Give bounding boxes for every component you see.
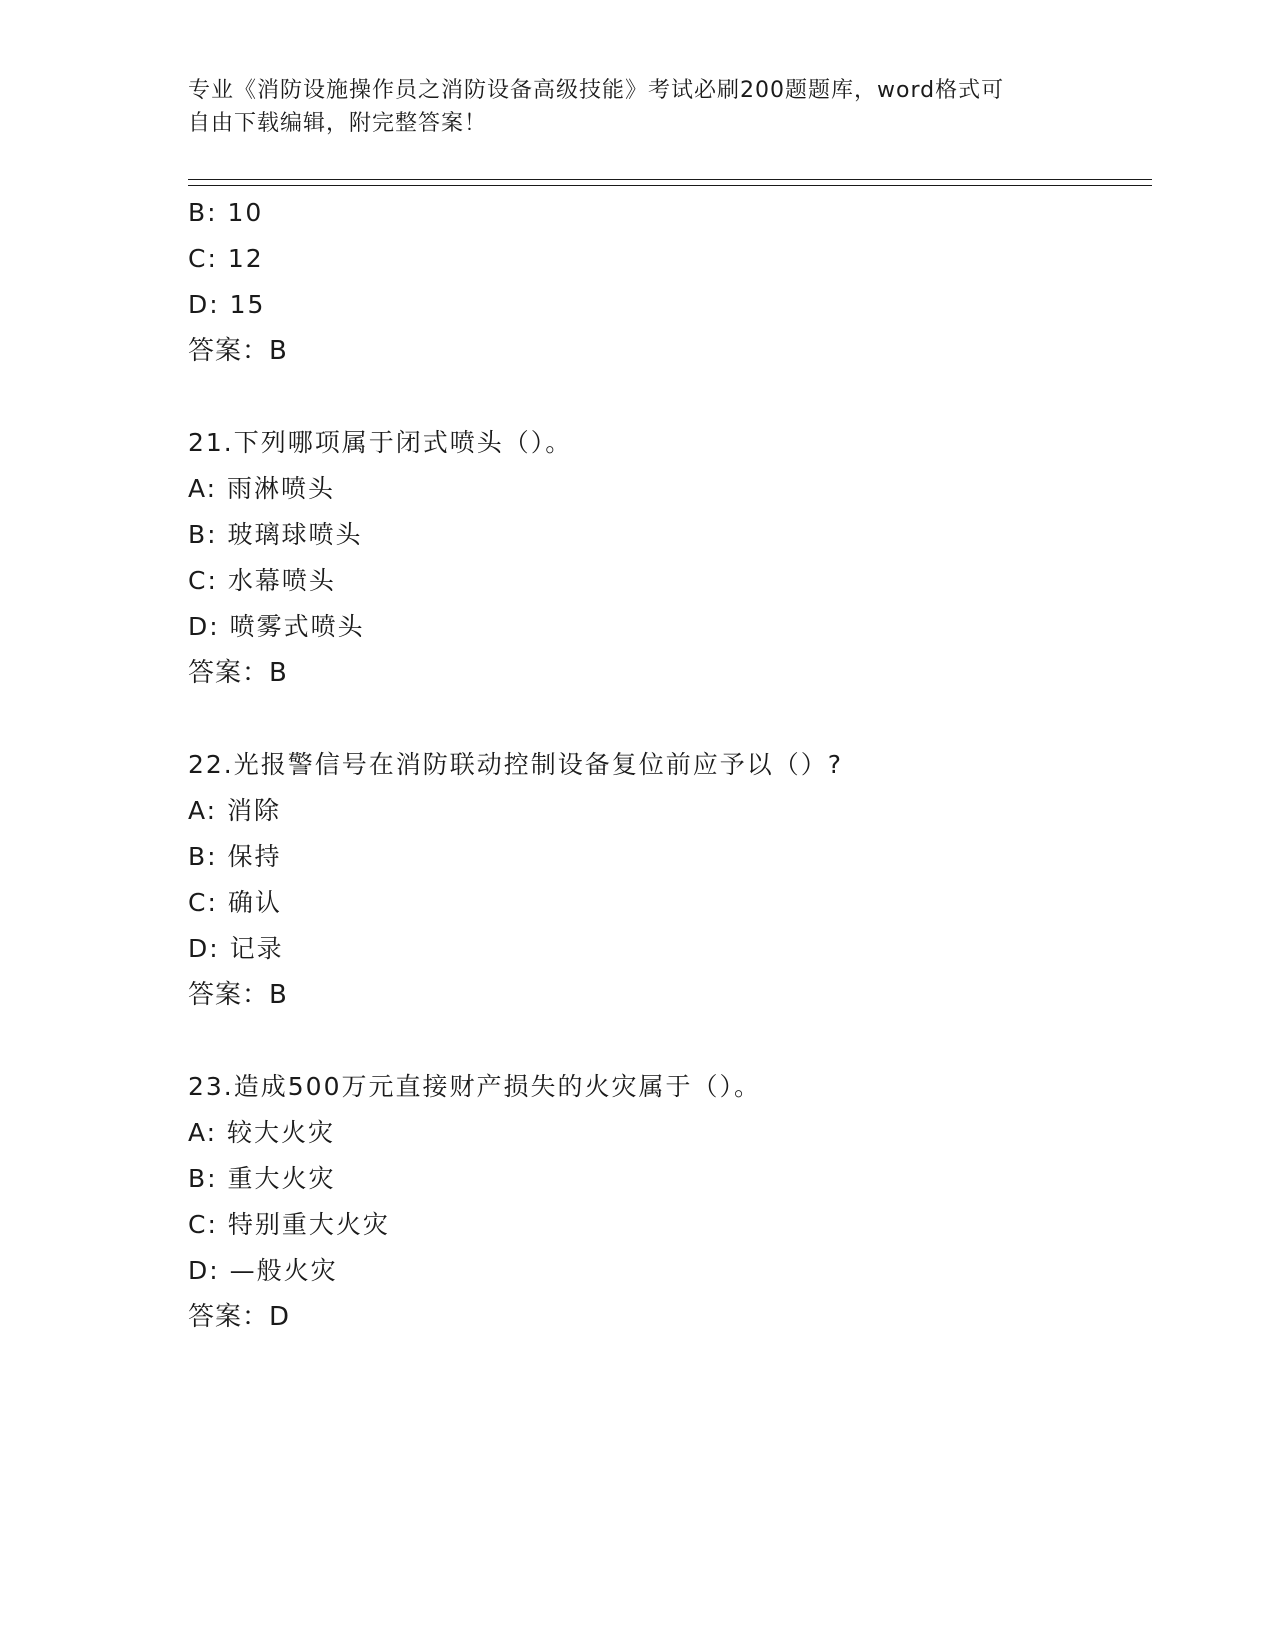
header-title-line-1: 专业《消防设施操作员之消防设备高级技能》考试必刷200题题库，word格式可 — [188, 78, 1005, 103]
option-c: C: 确认 — [188, 888, 282, 917]
option-a: A: 消除 — [188, 796, 282, 825]
document-header — [188, 74, 1088, 140]
answer-line: 答案：B — [188, 336, 288, 366]
option-b: B: 重大火灾 — [188, 1164, 336, 1193]
option-c: C: 水幕喷头 — [188, 566, 336, 595]
option-b: B: 10 — [188, 198, 264, 227]
answer-line: 答案：B — [188, 980, 288, 1010]
question-23 — [188, 1064, 1148, 1340]
option-d: D: 15 — [188, 290, 266, 319]
option-b: B: 保持 — [188, 842, 282, 871]
question-22 — [188, 742, 1148, 1018]
question-stem: 21.下列哪项属于闭式喷头（）。 — [188, 428, 573, 457]
option-d: D: —般火灾 — [188, 1256, 338, 1285]
option-d: D: 喷雾式喷头 — [188, 612, 365, 641]
question-stem: 22.光报警信号在消防联动控制设备复位前应予以（）? — [188, 750, 844, 779]
question-stem: 23.造成500万元直接财产损失的火灾属于（）。 — [188, 1072, 761, 1101]
document-body — [188, 190, 1148, 1340]
spacer — [188, 1018, 1148, 1064]
option-a: A: 雨淋喷头 — [188, 474, 336, 503]
option-c: C: 特别重大火灾 — [188, 1210, 390, 1239]
previous-question-continuation — [188, 190, 1148, 374]
header-title-line-2: 自由下载编辑，附完整答案！ — [188, 111, 488, 136]
header-divider — [188, 179, 1152, 186]
answer-line: 答案：D — [188, 1302, 291, 1332]
option-b: B: 玻璃球喷头 — [188, 520, 363, 549]
question-21 — [188, 420, 1148, 696]
option-c: C: 12 — [188, 244, 264, 273]
answer-line: 答案：B — [188, 658, 288, 688]
spacer — [188, 374, 1148, 420]
spacer — [188, 696, 1148, 742]
option-a: A: 较大火灾 — [188, 1118, 336, 1147]
option-d: D: 记录 — [188, 934, 284, 963]
